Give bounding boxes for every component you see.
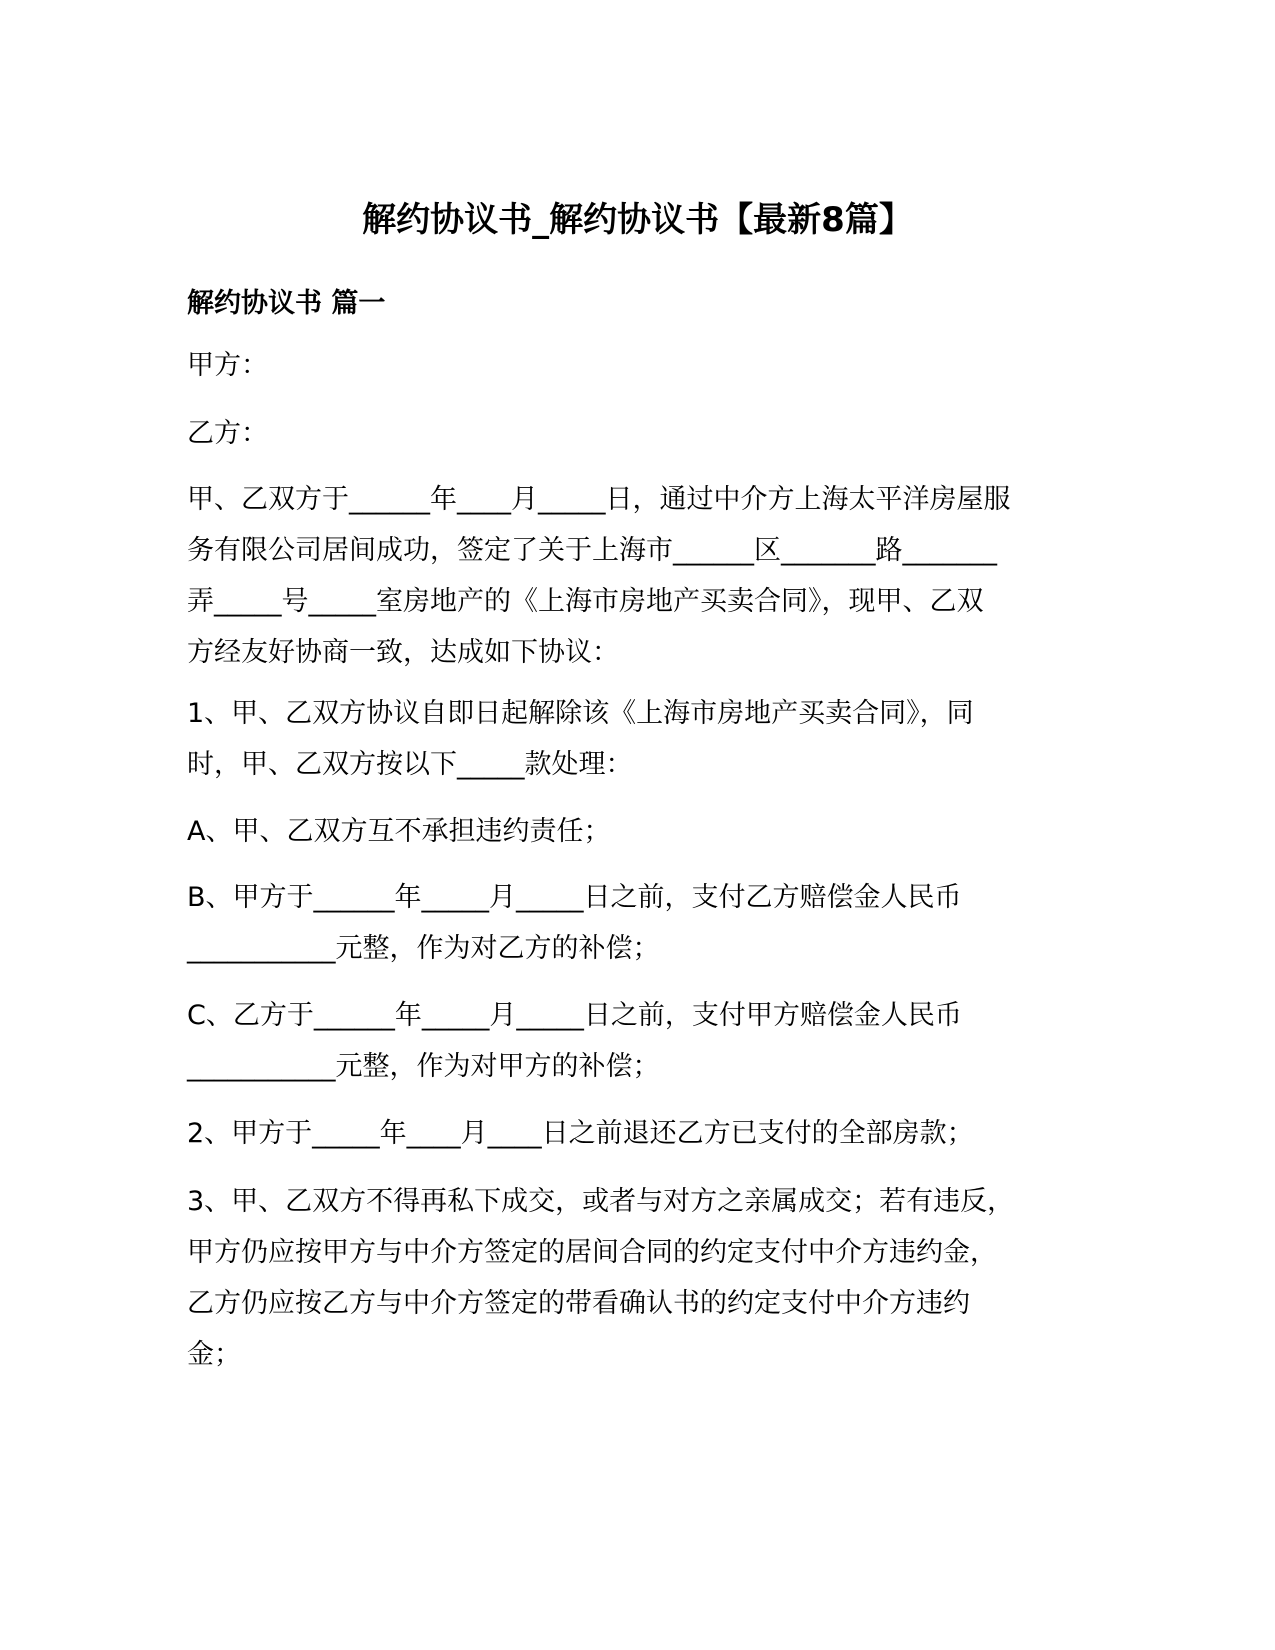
section-heading: 解约协议书 篇一 [187,288,386,319]
clause-3-line: 乙方仍应按乙方与中介方签定的带看确认书的约定支付中介方违约 [187,1288,970,1319]
option-b-line: ___________元整，作为对乙方的补偿； [187,933,660,964]
clause-1-line: 时，甲、乙双方按以下_____款处理： [187,749,633,780]
option-b-line: B、甲方于______年_____月_____日之前，支付乙方赔偿金人民币 [187,882,962,913]
clause-2-line: 2、甲方于_____年____月____日之前退还乙方已支付的全部房款； [187,1118,974,1149]
option-c-line: C、乙方于______年_____月_____日之前，支付甲方赔偿金人民币 [187,1000,962,1031]
party-b-text: 乙方： [187,418,268,449]
option-b-paragraph [187,872,1087,974]
clause-3-line: 金； [187,1339,241,1370]
intro-paragraph [187,474,1087,678]
clause-1-line: 1、甲、乙双方协议自即日起解除该《上海市房地产买卖合同》，同 [187,698,974,729]
party-a-text: 甲方： [187,350,268,381]
intro-line: 甲、乙双方于______年____月_____日，通过中介方上海太平洋房屋服 [187,484,1011,515]
intro-line: 弄_____号_____室房地产的《上海市房地产买卖合同》，现甲、乙双 [187,586,984,617]
document-title: 解约协议书_解约协议书【最新8篇】 [362,200,913,240]
party-b-label [187,408,1087,459]
clause-3-paragraph [187,1176,1087,1380]
clause-3-line: 3、甲、乙双方不得再私下成交，或者与对方之亲属成交；若有违反， [187,1186,1015,1217]
clause-2-paragraph [187,1108,1087,1159]
intro-line: 方经友好协商一致，达成如下协议： [187,637,619,668]
option-c-paragraph [187,990,1087,1092]
intro-line: 务有限公司居间成功，签定了关于上海市______区_______路_______ [187,535,997,566]
option-a-paragraph [187,806,1087,857]
party-a-label [187,340,1087,391]
clause-3-line: 甲方仍应按甲方与中介方签定的居间合同的约定支付中介方违约金， [187,1237,997,1268]
option-c-line: ___________元整，作为对甲方的补偿； [187,1051,660,1082]
clause-1-paragraph [187,688,1087,790]
option-a-line: A、甲、乙双方互不承担违约责任； [187,816,611,847]
